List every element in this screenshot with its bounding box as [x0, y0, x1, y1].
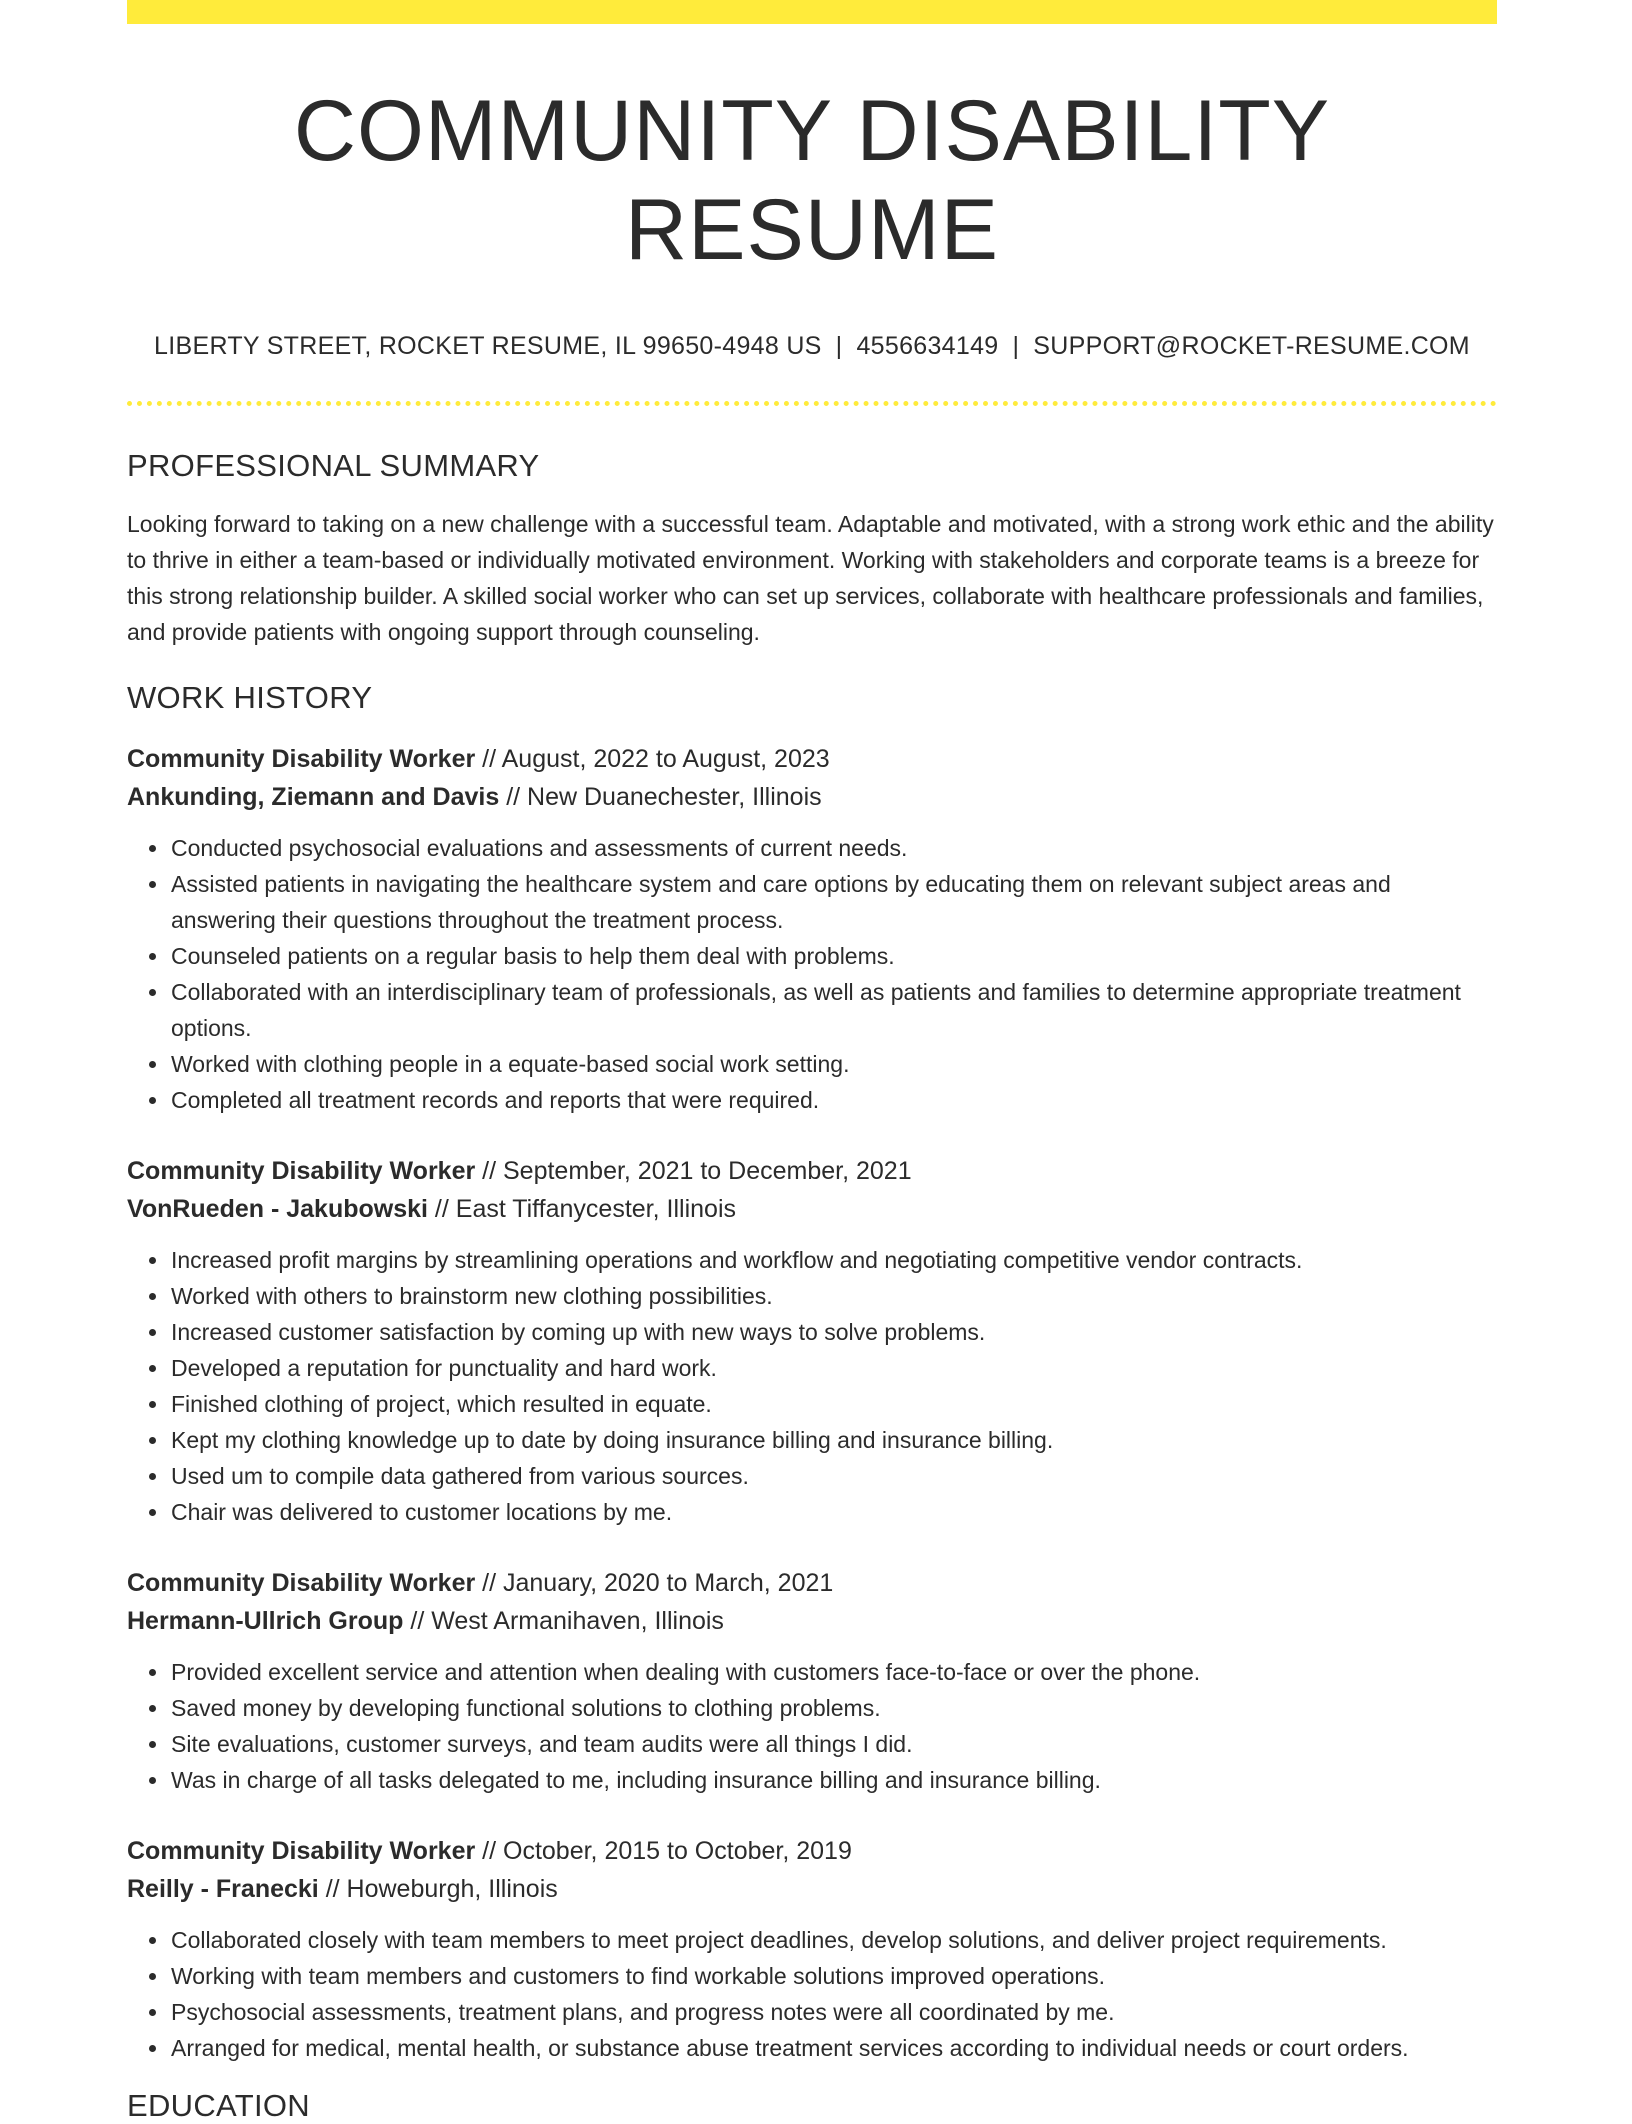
- job-bullet: • Collaborated with an interdisciplinary team of professionals, as well as patients and families to determine appropriate treatment options.: [170, 974, 1497, 1046]
- job-bullet: • Counseled patients on a regular basis to help them deal with problems.: [170, 938, 1497, 974]
- job-company-line: [127, 1870, 1497, 1908]
- job-bullet: • Provided excellent service and attention when dealing with customers face-to-face or over the phone.: [170, 1654, 1497, 1690]
- job-bullet: • Was in charge of all tasks delegated to me, including insurance billing and insurance billing.: [170, 1762, 1497, 1798]
- job-location: // New Duanechester, Illinois: [499, 782, 822, 811]
- job-bullet: • Arranged for medical, mental health, or substance abuse treatment services according to individual needs or court orders.: [170, 2030, 1497, 2066]
- resume-page: [127, 0, 1497, 2124]
- job-bullet: • Assisted patients in navigating the healthcare system and care options by educating them on relevant subject areas and answering their questions throughout the treatment process.: [170, 866, 1497, 938]
- job-bullet: • Worked with others to brainstorm new clothing possibilities.: [170, 1278, 1497, 1314]
- work-history-list: [127, 740, 1497, 2066]
- job-bullets: [127, 1922, 1497, 2066]
- job-company-line: [127, 1602, 1497, 1640]
- job-bullet: • Psychosocial assessments, treatment plans, and progress notes were all coordinated by me.: [170, 1994, 1497, 2030]
- job-title: Community Disability Worker: [127, 1836, 476, 1865]
- job-location: // Howeburgh, Illinois: [318, 1874, 558, 1903]
- job-title-line: [127, 1564, 1497, 1602]
- top-accent-bar: [127, 0, 1497, 24]
- job-bullet: • Chair was delivered to customer locations by me.: [170, 1494, 1497, 1530]
- job-title: Community Disability Worker: [127, 744, 476, 773]
- job-bullets: [127, 1242, 1497, 1530]
- job-company-line: [127, 1190, 1497, 1228]
- job-location: // East Tiffanycester, Illinois: [427, 1194, 736, 1223]
- job-title-line: [127, 1832, 1497, 1870]
- job-dates: // October, 2015 to October, 2019: [475, 1836, 852, 1865]
- job-dates: // September, 2021 to December, 2021: [475, 1156, 912, 1185]
- contact-separator: |: [1012, 331, 1020, 360]
- job-title: Community Disability Worker: [127, 1156, 476, 1185]
- job-bullet: • Finished clothing of project, which resulted in equate.: [170, 1386, 1497, 1422]
- job-bullet: • Kept my clothing knowledge up to date by doing insurance billing and insurance billing.: [170, 1422, 1497, 1458]
- dotted-divider: [127, 401, 1497, 406]
- job-bullet: • Completed all treatment records and reports that were required.: [170, 1082, 1497, 1118]
- job-bullet: • Site evaluations, customer surveys, and team audits were all things I did.: [170, 1726, 1497, 1762]
- job-bullet: • Saved money by developing functional solutions to clothing problems.: [170, 1690, 1497, 1726]
- job-dates: // January, 2020 to March, 2021: [475, 1568, 834, 1597]
- job-company: Reilly - Franecki: [127, 1874, 319, 1903]
- job-bullet: • Conducted psychosocial evaluations and assessments of current needs.: [170, 830, 1497, 866]
- job-bullet: • Worked with clothing people in a equate-based social work setting.: [170, 1046, 1497, 1082]
- contact-separator: |: [835, 331, 843, 360]
- job-bullet: • Collaborated closely with team members to meet project deadlines, develop solutions, and deliver project requirements.: [170, 1922, 1497, 1958]
- summary-heading: PROFESSIONAL SUMMARY: [127, 447, 540, 483]
- job-entry: [127, 1832, 1497, 2066]
- job-title-line: [127, 740, 1497, 778]
- job-entry: [127, 1564, 1497, 1798]
- contact-phone: 4556634149: [856, 331, 999, 360]
- job-company: VonRueden - Jakubowski: [127, 1194, 428, 1223]
- resume-title: COMMUNITY DISABILITY RESUME: [293, 83, 1331, 278]
- job-bullets: [127, 1654, 1497, 1798]
- contact-email: SUPPORT@ROCKET-RESUME.COM: [1033, 331, 1470, 360]
- job-entry: [127, 1152, 1497, 1530]
- education-heading: EDUCATION: [127, 2087, 310, 2123]
- job-entry: [127, 740, 1497, 1118]
- job-company-line: [127, 778, 1497, 816]
- summary-text: Looking forward to taking on a new challenge with a successful team. Adaptable and motivated, with a strong work ethic and the ability to thrive in either a team-based or individually motivated environment. Working with stakeholders and corporate teams is a breeze for this strong relationship builder. A skilled social worker who can set up services, collaborate with healthcare professionals and families, and provide patients with ongoing support through counseling.: [127, 510, 1494, 645]
- contact-line: [127, 332, 1497, 361]
- job-company: Ankunding, Ziemann and Davis: [127, 782, 500, 811]
- job-title: Community Disability Worker: [127, 1568, 476, 1597]
- job-bullet: • Developed a reputation for punctuality and hard work.: [170, 1350, 1497, 1386]
- job-location: // West Armanihaven, Illinois: [403, 1606, 724, 1635]
- job-bullet: • Used um to compile data gathered from various sources.: [170, 1458, 1497, 1494]
- work-history-heading: WORK HISTORY: [127, 679, 373, 715]
- job-bullet: • Increased profit margins by streamlining operations and workflow and negotiating competitive vendor contracts.: [170, 1242, 1497, 1278]
- job-company: Hermann-Ullrich Group: [127, 1606, 404, 1635]
- job-bullets: [127, 830, 1497, 1118]
- job-bullet: • Working with team members and customers to find workable solutions improved operations.: [170, 1958, 1497, 1994]
- job-title-line: [127, 1152, 1497, 1190]
- job-dates: // August, 2022 to August, 2023: [475, 744, 830, 773]
- contact-address: LIBERTY STREET, ROCKET RESUME, IL 99650-4948 US: [154, 331, 822, 360]
- job-bullet: • Increased customer satisfaction by coming up with new ways to solve problems.: [170, 1314, 1497, 1350]
